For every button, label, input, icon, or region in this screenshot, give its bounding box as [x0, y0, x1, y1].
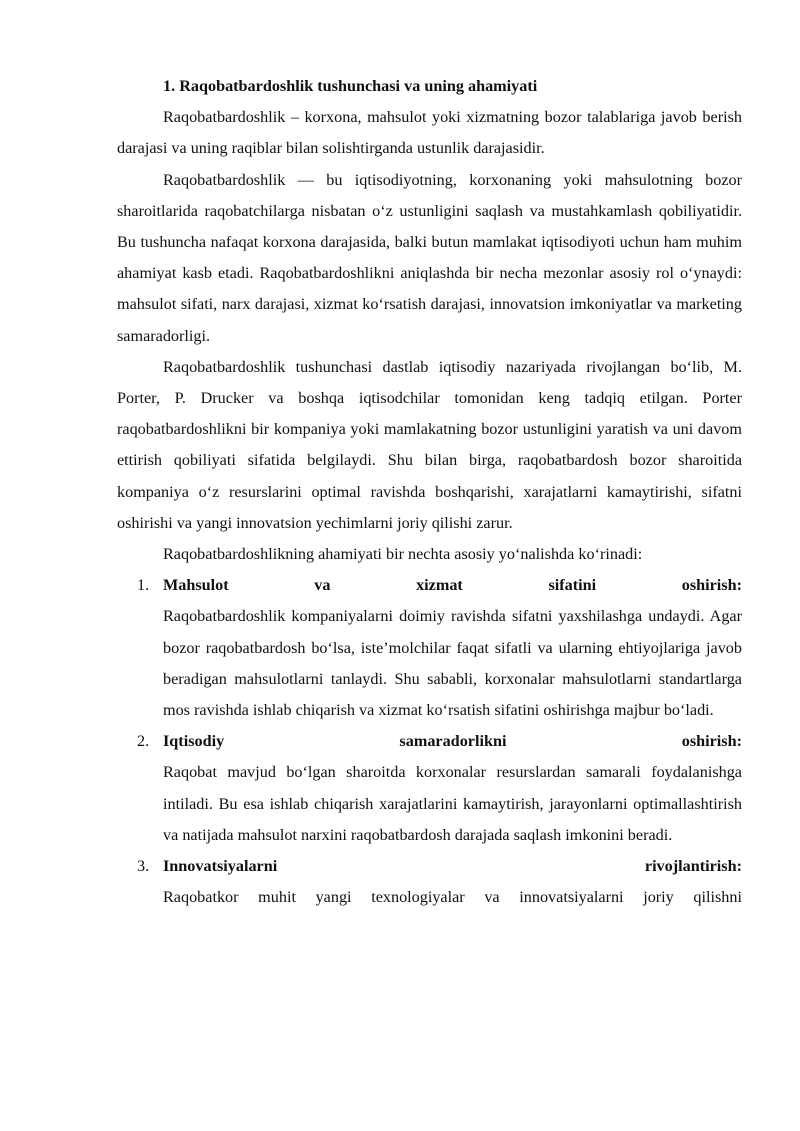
paragraph-theory: Raqobatbardoshlik tushunchasi dastlab iqtisodiy nazariyada rivojlangan bo‘lib, M. Porter, P. Drucker va boshqa iqtisodchilar tomonidan keng tadqiq etilgan. Porter raqobatbardoshlikni bir kompaniya yoki mamlakatning bozor ustunligini yaratish va uni davom ettirish qobiliyati sifatida belgilaydi. Shu bilan birga, raqobatbardosh bozor sharoitida kompaniya o‘z resurslarini optimal ravishda boshqarishi, xarajatlarni kamaytirishi, sifatni oshirishi va yangi innovatsion yechimlarni joriy qilishi zarur.	[117, 357, 742, 532]
list-number: 1.	[137, 576, 150, 595]
list-item-body: Raqobatkor muhit yangi texnologiyalar va innovatsiyalarni joriy qilishni	[163, 888, 742, 907]
list-item-title: Iqtisodiy samaradorlikni oshirish:	[163, 732, 742, 751]
importance-list	[117, 570, 742, 913]
list-number: 3.	[137, 857, 150, 876]
list-item-body: Raqobat mavjud bo‘lgan sharoitda korxonalar resurslardan samarali foydalanishga intiladi. Bu esa ishlab chiqarish xarajatlarini kamaytirish, jarayonlarni optimallashtirish va natijada mahsulot narxini raqobatbardosh darajada saqlash imkonini beradi.	[163, 763, 742, 844]
list-item-body: Raqobatbardoshlik kompaniyalarni doimiy ravishda sifatni yaxshilashga undaydi. Agar bozor raqobatbardosh bo‘lsa, iste’molchilar faqat sifatli va ularning ehtiyojlariga javob beradigan mahsulotlarni tanlaydi. Shu sababli, korxonalar mahsulotlarni standartlarga mos ravishda ishlab chiqarish va xizmat ko‘rsatish sifatini oshirishga majbur bo‘ladi.	[163, 607, 742, 720]
document-body	[117, 71, 742, 913]
list-item-title: Innovatsiyalarni rivojlantirish:	[163, 857, 742, 876]
list-item	[117, 726, 742, 851]
list-number: 2.	[137, 732, 150, 751]
list-item	[117, 851, 742, 913]
paragraph-concept: Raqobatbardoshlik — bu iqtisodiyotning, korxonaning yoki mahsulotning bozor sharoitlarida raqobatchilarga nisbatan o‘z ustunligini saqlash va mustahkamlash qobiliyatidir. Bu tushuncha nafaqat korxona darajasida, balki butun mamlakat iqtisodiyoti uchun ham muhim ahamiyat kasb etadi. Raqobatbardoshlikni aniqlashda bir necha mezonlar asosiy rol o‘ynaydi: mahsulot sifati, narx darajasi, xizmat ko‘rsatish darajasi, innovatsion imkoniyatlar va marketing samaradorligi.	[117, 170, 742, 345]
paragraph-importance-intro: Raqobatbardoshlikning ahamiyati bir nechta asosiy yo‘nalishda ko‘rinadi:	[163, 545, 643, 564]
paragraph-definition: Raqobatbardoshlik – korxona, mahsulot yoki xizmatning bozor talablariga javob berish darajasi va uning raqiblar bilan solishtirganda ustunlik darajasidir.	[117, 108, 742, 158]
section-heading: 1. Raqobatbardoshlik tushunchasi va uning ahamiyati	[163, 77, 538, 95]
list-item	[117, 570, 742, 726]
list-item-title: Mahsulot va xizmat sifatini oshirish:	[163, 576, 742, 595]
